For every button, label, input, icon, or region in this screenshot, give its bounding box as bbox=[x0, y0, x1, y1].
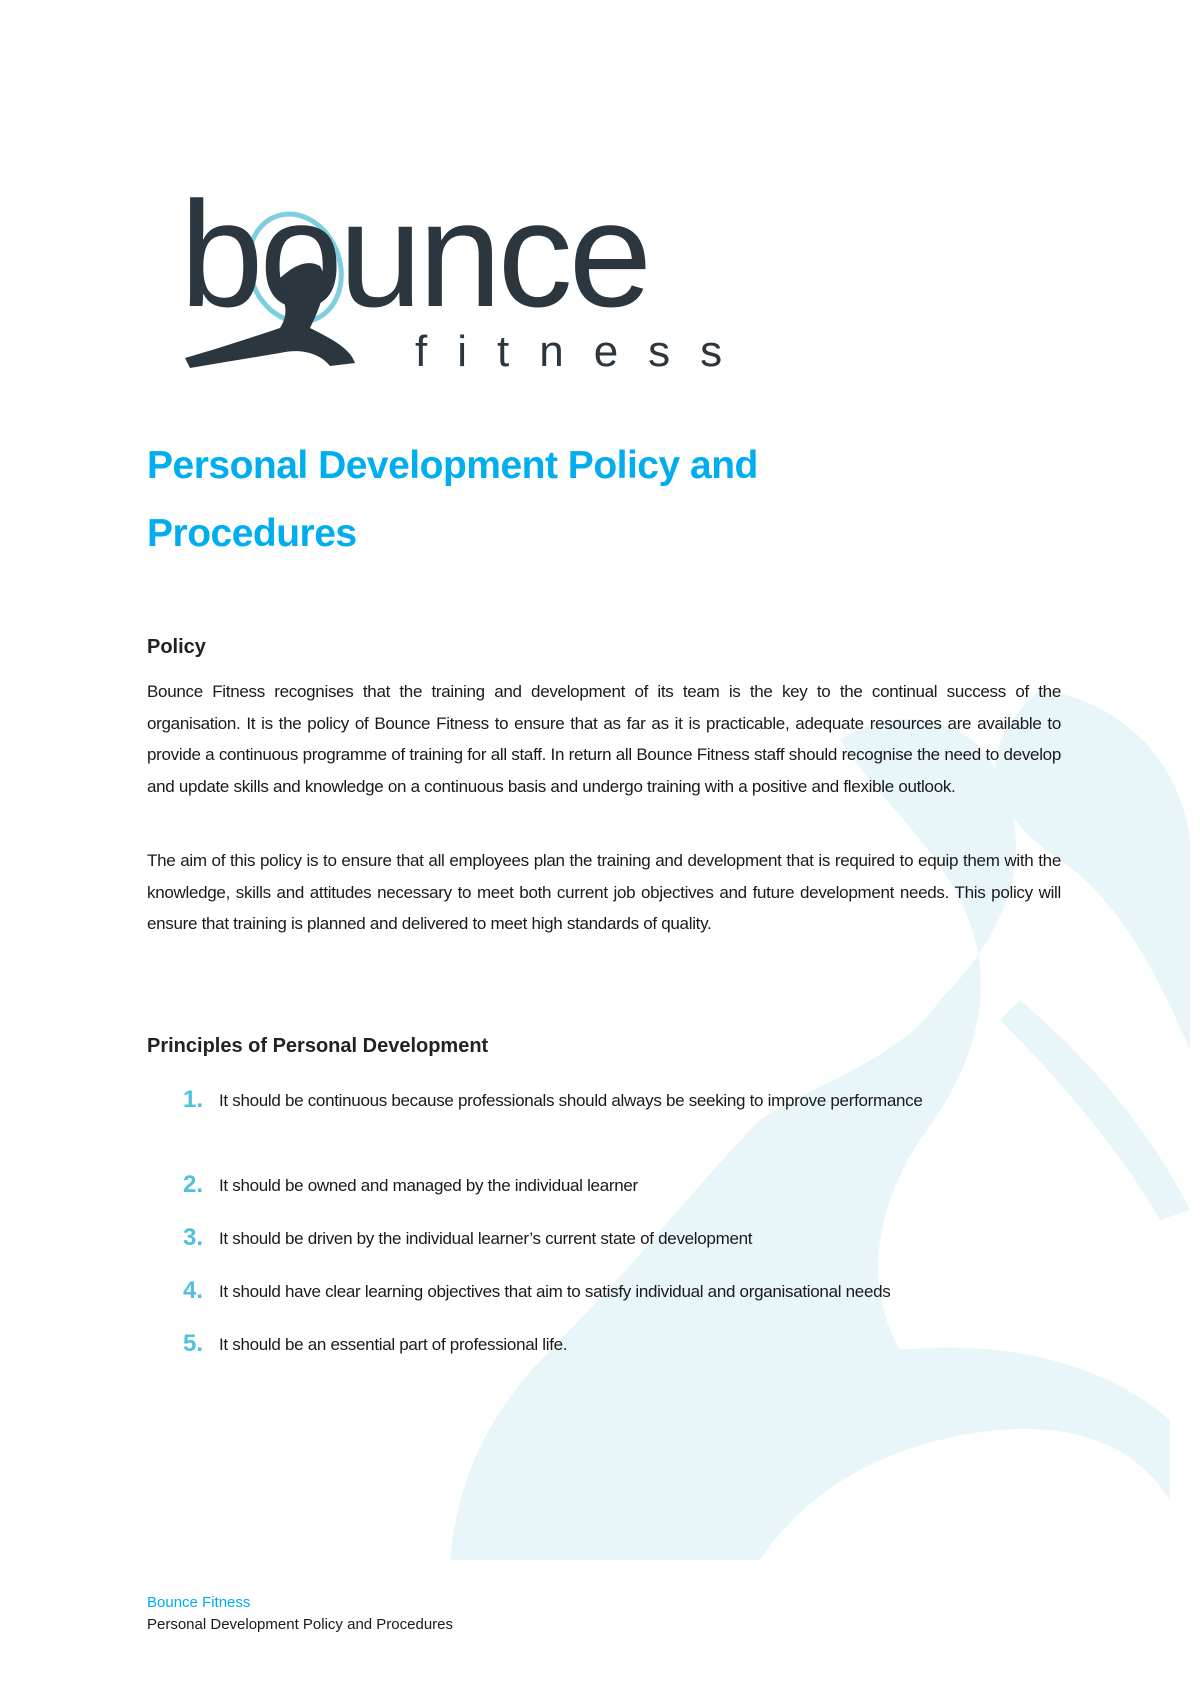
policy-heading: Policy bbox=[147, 636, 206, 658]
list-number: 5. bbox=[183, 1330, 204, 1357]
list-text: It should be owned and managed by the individual learner bbox=[219, 1176, 638, 1195]
document-title-line1: Personal Development Policy and bbox=[147, 444, 758, 487]
list-item bbox=[183, 1085, 1061, 1117]
policy-paragraph-2: The aim of this policy is to ensure that all employees plan the training and development that is required to equip them with the knowledge, skills and attitudes necessary to meet both current job objectives and future development needs. This policy will ensure that training is planned and delivered to meet high standards of quality. bbox=[147, 851, 1061, 933]
list-number: 1. bbox=[183, 1086, 204, 1113]
logo-wordmark: bounce bbox=[180, 188, 649, 338]
footer-company: Bounce Fitness bbox=[147, 1594, 251, 1611]
list-number: 3. bbox=[183, 1224, 204, 1251]
logo-subtitle: fitness bbox=[415, 327, 753, 376]
document-title-line2: Procedures bbox=[147, 512, 357, 555]
footer-doc-title: Personal Development Policy and Procedures bbox=[147, 1616, 453, 1633]
list-text: It should be continuous because professionals should always be seeking to improve performance bbox=[219, 1091, 923, 1110]
list-item bbox=[183, 1276, 1061, 1308]
principles-heading: Principles of Personal Development bbox=[147, 1035, 489, 1057]
list-text: It should have clear learning objectives that aim to satisfy individual and organisational needs bbox=[219, 1282, 891, 1301]
list-number: 4. bbox=[183, 1277, 204, 1304]
list-item bbox=[183, 1329, 1061, 1361]
policy-paragraph-1: Bounce Fitness recognises that the training and development of its team is the key to the continual success of the organisation. It is the policy of Bounce Fitness to ensure that as far as it is practicable, adequate resources are available to provide a continuous programme of training for all staff. In return all Bounce Fitness staff should recognise the need to develop and update skills and knowledge on a continuous basis and undergo training with a positive and flexible outlook. bbox=[147, 682, 1061, 796]
list-item bbox=[183, 1223, 1061, 1255]
list-item bbox=[183, 1170, 1061, 1202]
list-text: It should be driven by the individual learner’s current state of development bbox=[219, 1229, 753, 1248]
list-number: 2. bbox=[183, 1171, 204, 1198]
bounce-fitness-logo bbox=[180, 188, 760, 383]
list-text: It should be an essential part of professional life. bbox=[219, 1335, 568, 1354]
